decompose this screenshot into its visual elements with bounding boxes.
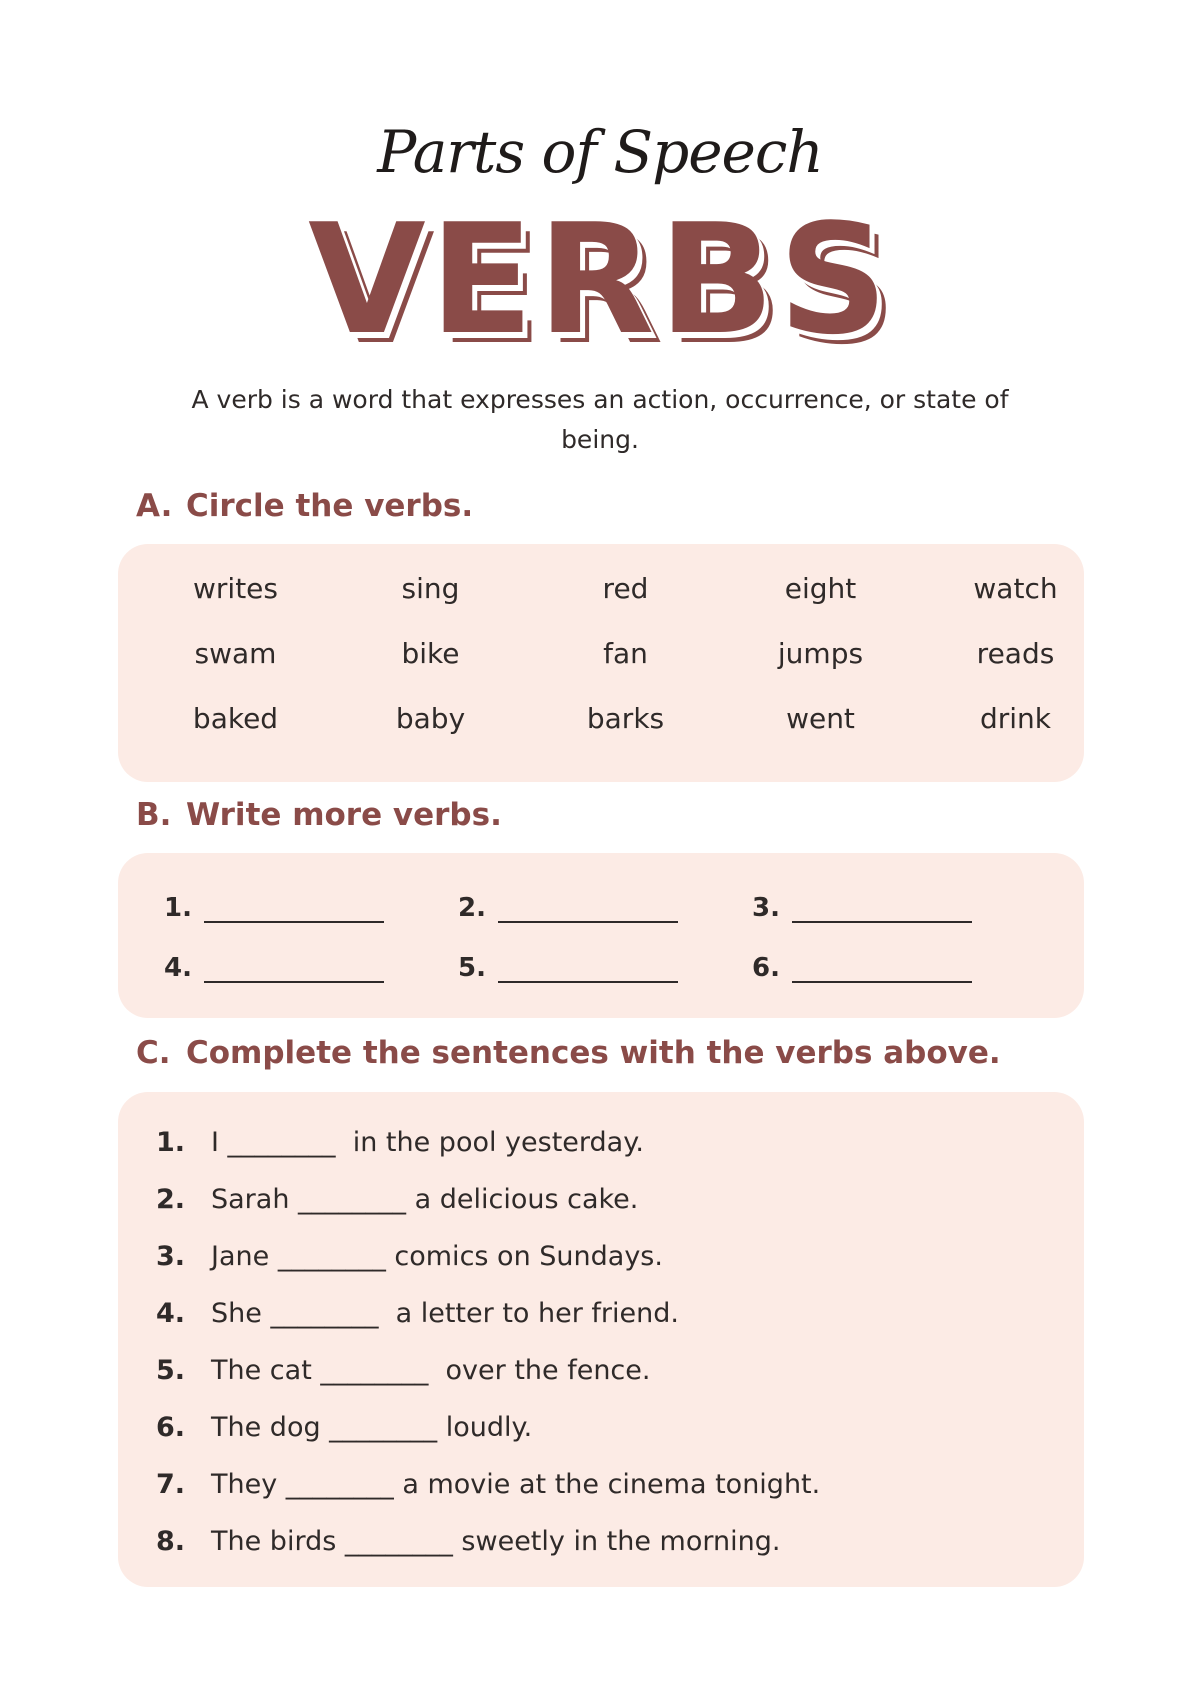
word-item[interactable]: fan [603, 637, 648, 670]
blank-answer-line[interactable] [204, 951, 384, 983]
word-item[interactable]: baked [192, 702, 279, 735]
word-item[interactable]: drink [979, 702, 1052, 735]
word-item[interactable]: eight [784, 572, 857, 605]
page-title: VERBS [308, 191, 892, 368]
word-item[interactable]: barks [586, 702, 665, 735]
sentence-number: 2. [156, 1184, 186, 1215]
word-item[interactable]: went [786, 702, 855, 735]
word-item[interactable]: bike [401, 637, 460, 670]
sentence-text: She ________ a letter to her friend. [211, 1298, 679, 1329]
section-a-title: Circle the verbs. [186, 488, 474, 524]
blank-number: 1. [164, 893, 192, 923]
blank-item [164, 945, 458, 983]
sentence-number: 1. [156, 1127, 186, 1158]
word-item[interactable]: baby [395, 702, 466, 735]
word-item[interactable]: sing [401, 572, 460, 605]
section-c-title: Complete the sentences with the verbs above. [186, 1035, 1001, 1071]
sentence-row [156, 1114, 820, 1171]
blank-answer-line[interactable] [792, 891, 972, 923]
sentence-number: 8. [156, 1526, 186, 1557]
section-a-letter: A. [136, 488, 173, 524]
word-item[interactable]: red [602, 572, 649, 605]
blank-answer-line[interactable] [498, 951, 678, 983]
word-item[interactable]: swam [194, 637, 277, 670]
word-grid [138, 556, 1113, 751]
sentence-row [156, 1399, 820, 1456]
section-b-panel [118, 853, 1084, 1018]
section-b-letter: B. [136, 797, 172, 833]
sentence-text: Sarah ________ a delicious cake. [211, 1184, 639, 1215]
blank-number: 5. [458, 953, 486, 983]
sentence-number: 7. [156, 1469, 186, 1500]
sentence-number: 6. [156, 1412, 186, 1443]
section-b-title: Write more verbs. [186, 797, 502, 833]
blank-answer-line[interactable] [204, 891, 384, 923]
blank-item [458, 885, 752, 923]
blank-item [458, 945, 752, 983]
sentence-text: The cat ________ over the fence. [211, 1355, 651, 1386]
word-item[interactable]: reads [976, 637, 1055, 670]
sentence-row [156, 1171, 820, 1228]
sentence-row [156, 1285, 820, 1342]
blank-item [164, 885, 458, 923]
sentence-number: 3. [156, 1241, 186, 1272]
sentence-text: The birds ________ sweetly in the morning. [211, 1526, 781, 1557]
blank-item [752, 885, 1046, 923]
word-item[interactable]: writes [193, 572, 278, 605]
blank-item [752, 945, 1046, 983]
sentence-number: 4. [156, 1298, 186, 1329]
sentence-text: I ________ in the pool yesterday. [211, 1127, 644, 1158]
blank-number: 3. [752, 893, 780, 923]
sentence-text: The dog ________ loudly. [211, 1412, 533, 1443]
sentence-row [156, 1513, 820, 1570]
section-b-heading [136, 797, 502, 833]
sentence-row [156, 1342, 820, 1399]
sentence-number: 5. [156, 1355, 186, 1386]
blank-answer-line[interactable] [792, 951, 972, 983]
intro-text: A verb is a word that expresses an action, occurrence, or state of being. [191, 385, 1009, 454]
section-c-heading [136, 1035, 1001, 1071]
sentence-row [156, 1456, 820, 1513]
section-c-panel [118, 1092, 1084, 1587]
blank-number: 2. [458, 893, 486, 923]
section-c-letter: C. [136, 1035, 171, 1071]
blank-number: 6. [752, 953, 780, 983]
sentence-row [156, 1228, 820, 1285]
sentence-list [156, 1114, 820, 1570]
page-subtitle: Parts of Speech [377, 118, 823, 186]
blank-number: 4. [164, 953, 192, 983]
blank-answer-line[interactable] [498, 891, 678, 923]
word-item[interactable]: watch [973, 572, 1058, 605]
blank-grid [164, 885, 1046, 983]
section-a-panel [118, 544, 1084, 782]
sentence-text: They ________ a movie at the cinema tonight. [211, 1469, 821, 1500]
word-item[interactable]: jumps [777, 637, 864, 670]
section-a-heading [136, 488, 473, 524]
sentence-text: Jane ________ comics on Sundays. [211, 1241, 663, 1272]
